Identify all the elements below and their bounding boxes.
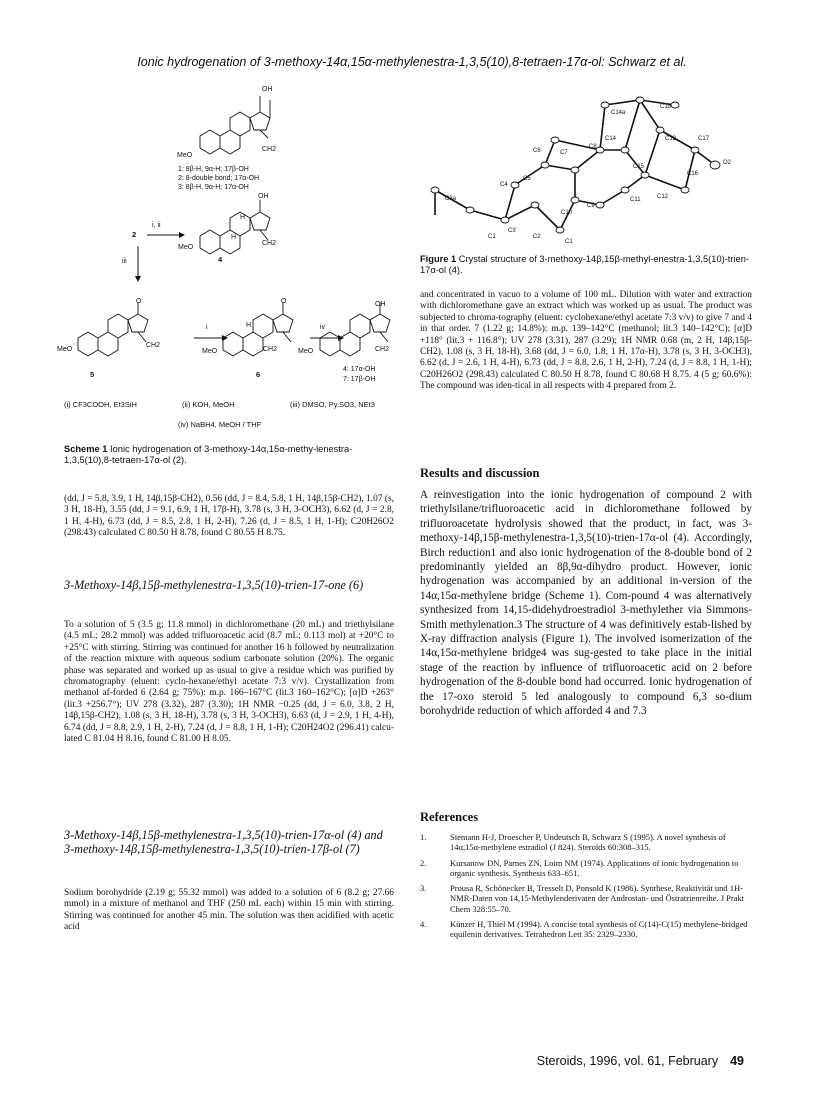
atom-label-c13: C13 bbox=[665, 136, 677, 142]
cpd7-legend-4: 4: 17α-OH bbox=[343, 366, 376, 373]
atom-label-c9: C9 bbox=[587, 203, 595, 209]
atom-label-c14a: C14a bbox=[611, 110, 626, 116]
arrow-6-to-7-label: iv bbox=[320, 324, 326, 331]
journal-citation: Steroids, 1996, vol. 61, February bbox=[536, 1054, 719, 1068]
cpd7-oh-label: OH bbox=[375, 301, 386, 308]
reference-item: 3. Prousa R, Schönecker B, Tresselt D, Ponsold K (1986). Synthese, Reaktivität und 1H-NMR-Daten von 14,15-Methylenderivaten der Androstan- und Östratrienreihe. J Prakt Chem 328:55–70. bbox=[420, 883, 745, 914]
references-list bbox=[420, 832, 752, 945]
cpd4-meo-label: MeO bbox=[178, 244, 194, 251]
cpd7-meo-label: MeO bbox=[298, 348, 314, 355]
atom-label-c7: C7 bbox=[560, 150, 568, 156]
arrow-2-to-5-reagent: iii bbox=[122, 258, 127, 265]
cpd4-oh-label: OH bbox=[258, 193, 269, 200]
atom-label-c16: C16 bbox=[687, 171, 699, 177]
atom-label-c1: C1 bbox=[488, 234, 496, 240]
left-heading-2: 3-Methoxy-14β,15β-methylenestra-1,3,5(10)-trien-17α-ol (4) and 3-methoxy-14β,15β-methylenestra-1,3,5(10)-trien-17β-ol (7) bbox=[64, 828, 383, 856]
top-meo-label: MeO bbox=[177, 152, 193, 159]
atom-label-c3a: C3a bbox=[445, 196, 457, 202]
crystal-structure-figure bbox=[415, 80, 745, 250]
left-heading-1: 3-Methoxy-14β,15β-methylenestra-1,3,5(10)-trien-17-one (6) bbox=[64, 578, 364, 592]
cpd6-h-label: H bbox=[246, 322, 252, 329]
reagent-iv: (iv) NaBH4, MeOH / THF bbox=[178, 420, 262, 429]
atom-label-c12: C12 bbox=[657, 194, 669, 200]
scheme-caption-text: Ionic hydrogenation of 3-methoxy-14α,15α-methy-lenestra-1,3,5(10),8-tetraen-17α-ol (2). bbox=[64, 444, 353, 465]
cpd6-o-label: O bbox=[281, 298, 287, 305]
atom-label-c6: C6 bbox=[533, 148, 541, 154]
scheme-caption bbox=[64, 444, 394, 466]
cpd4-ch2-label: CH2 bbox=[262, 240, 277, 247]
cpd5-meo-label: MeO bbox=[57, 346, 73, 353]
reagent-i: (i) CF3COOH, Et3SiH bbox=[64, 400, 137, 409]
cpd6-number: 6 bbox=[256, 370, 261, 379]
references-heading: References bbox=[420, 810, 479, 824]
atom-label-o2: O2 bbox=[723, 160, 732, 166]
right-para-2: A reinvestigation into the ionic hydrogenation of compound 2 with triethylsilane/trifluoroacetic acid in dichloromethane followed by trifluoroacetate hydrolysis showed that the product, in fact, was 3-methoxy-14β,15β-methylenestra-1,3,5(10)-trien-17α-ol (4). Accordingly, Birch reduction1 and also ionic hydrogenation of the 8-double bond of 2 predominantly yielded an 8β,9α-dihydro product. However, ionic hydrogenation was accompanied by an additional in-version of the 14α,15α-methylene bridge (Scheme 1). Com-pound 4 was alternatively synthesized from 14,15-didehydroestradiol 3-methylether via Simmons-Smith methylenation.3 The structure of 4 was definitively estab-lished by X-ray diffraction analysis (Figure 1). The involved isomerization of the 14α,15α-methylene bridge4 was sug-gested to take place in the initial stage of the reaction by influence of trifluoroacetic acid on 2 before hydrogenation of the 8-double bond had occurred. Ionic hydrogenation of the 17-oxo steroid 5 led analogously to compound 6,3 so-dium borohydride reduction of which afforded 4 and 7.3 bbox=[420, 489, 752, 718]
figure-caption-text: Crystal structure of 3-methoxy-14β,15β-methyl-enestra-1,3,5(10)-trien-17α-ol (4). bbox=[420, 254, 749, 275]
figure-caption-label: Figure 1 bbox=[420, 254, 457, 264]
arrow-2-to-4 bbox=[145, 230, 185, 240]
running-header: Ionic hydrogenation of 3-methoxy-14α,15α-methylenestra-1,3,5(10),8-tetraen-17α-ol: Schwarz et al. bbox=[137, 55, 687, 69]
atom-label-c2: C2 bbox=[533, 234, 541, 240]
results-heading: Results and discussion bbox=[420, 466, 540, 480]
atom-label-c8: C8 bbox=[589, 144, 597, 150]
scheme-structure-4 bbox=[190, 196, 310, 256]
cpd4-h2-label: H bbox=[231, 234, 237, 241]
right-para-1: and concentrated in vacuo to a volume of 100 mL. Dilution with water and extraction with dichloromethane gave an extract which was worked up as usual. The product was subjected to chroma-tography (eluent: cyclohexane/ethyl acetate 7:3 v/v) to give 7 and 4 in that order. 7 (1.22 g; 14.8%): m.p. 139–142°C (methanol; lit.3 140–142°C); [α]D +118° (lit.3 + 116.8°); UV 278 (3.31), 287 (3.29); 1H NMR 0.68 (m, 2 H, 14β,15β-CH2), 1.08 (s, 3 H, 18-H), 3.68 (dd, J = 6.0, 1.8, 1 H, 17α-H), 3.78 (s, 3 H, 3-OCH3), 6.62 (d, J = 2.6, 1 H, 4-H), 6.73 (dd, J = 8.8, 2.6, 1 H, 2-H), 7.24 (d, J = 8.8, 1 H, 1-H); C20H26O2 (298.43) calculated C 80.50 H 8.78, found C 80.68 H 8.75. 4 (5 g; 60.6%): The compound was iden-tical in all respects with 4 prepared from 2. bbox=[420, 290, 752, 392]
reference-item: 2. Kursanow DN, Parnes ZN, Loim NM (1974). Applications of ionic hydrogenation to organic synthesis. Synthesis 633–651. bbox=[420, 857, 739, 878]
cpd4-number: 4 bbox=[218, 255, 223, 264]
atom-label-c14: C14 bbox=[605, 136, 617, 142]
left-para-1: (dd, J = 5.8, 3.9, 1 H, 14β,15β-CH2), 0.56 (dd, J = 8.4, 5.8, 1 H, 14β,15β-CH2), 1.07 (s, 3 H, 18-H), 3.55 (dd, J = 9.1, 6.9, 1 H, 17β-H), 3.78 (s, 3 H, 3-OCH3), 6.62 (d, J = 2.8, 1 H, 4-H), 6.73 (dd, J = 8.5, 2.8, 1 H, 2-H), 7.26 (d, J = 8.5, 1 H, 1-H); C20H26O2 (298.43) calculated C 80.50 H 8.78, found C 80.55 H 8.75. bbox=[64, 494, 394, 539]
arrow-5-to-6-label: i bbox=[206, 324, 208, 331]
top-ch2-label: CH2 bbox=[262, 146, 277, 153]
atom-label-c5: C5 bbox=[523, 176, 531, 182]
top-oh-label: OH bbox=[262, 86, 273, 93]
reference-item: 4. Künzer H, Thiel M (1994). A concise total synthesis of C(14)-C(15) methylene-bridged equilenin derivatives. Tetrahedron Lett 35: 2329–2330. bbox=[420, 919, 748, 940]
legend-1: 1: 8β-H, 9α-H; 17β-OH bbox=[178, 166, 249, 173]
reagent-ii: (ii) KOH, MeOH bbox=[182, 400, 235, 409]
atom-label-c4: C4 bbox=[500, 182, 508, 188]
arrow-2-to-5 bbox=[133, 244, 143, 284]
reagent-iii: (iii) DMSO, Py.SO3, NEt3 bbox=[290, 400, 375, 409]
atom-label-c3: C3 bbox=[508, 228, 516, 234]
left-para-2: To a solution of 5 (3.5 g; 11.8 mmol) in dichloromethane (20 mL) and triethylsilane (4.5 mL; 28.2 mmol) was added trifluoroacetic acid (8.7 mL; 0.113 mol) at +20°C to +25°C with stirring. Stirring was continued for another 16 h followed by neutralization of the reaction mixture with aqueous sodium carbonate solution (20%). The organic phase was separated and worked up as usual to give a residue which was purified by chromatography (eluent: cyclo-hexane/ethyl acetate 7:3 v/v). Crystallization from methanol af-forded 6 (2.64 g; 75%): m.p. 166–167°C (lit.3 160–162°C); [α]D +263° (lit.3 +256.7°); UV 278 (3.32), 287 (3.30); 1H NMR −0.25 (dd, J = 6.0, 3.8, 2 H, 14β,15β-CH2), 1.08 (s, 3 H, 18-H), 3.78 (s, 3 H, 3-OCH3), 6.63 (d, J = 2.9, 1 H, 4-H), 6.74 (dd, J = 8.8, 2.9, 1 H, 2-H), 7.24 (d, J = 8.8, 1 H, 1-H); C20H24O2 (296.41) calcu-lated C 81.04 H 8.16, found C 81.00 H 8.05. bbox=[64, 620, 394, 745]
cpd4-h1-label: H bbox=[240, 214, 246, 221]
cpd5-o-label: O bbox=[136, 298, 142, 305]
atom-label-c15: C15 bbox=[633, 164, 645, 170]
reference-item: 1. Siemann H-J, Droescher P, Undeutsch B, Schwarz S (1995). A novel synthesis of 14α,15α-methylene estradiol (J 824). Steroids 60:308–315. bbox=[420, 832, 726, 853]
scheme-structure-top bbox=[190, 86, 310, 156]
scheme-structure-5 bbox=[70, 298, 180, 358]
figure-caption bbox=[420, 254, 750, 276]
atom-label-c10: C10 bbox=[561, 210, 573, 216]
atom-label-c17: C17 bbox=[698, 136, 710, 142]
legend-3: 3: 8β-H, 9α-H; 17α-OH bbox=[178, 184, 249, 191]
cpd5-number: 5 bbox=[90, 370, 95, 379]
arrow-2-to-4-reagents: i, ii bbox=[152, 222, 161, 229]
start-cpd-number: 2 bbox=[132, 230, 137, 239]
left-para-3: Sodium borohydride (2.19 g; 55.32 mmol) was added to a solution of 6 (8.2 g; 27.66 mmol) in a mixture of methanol and THF (250 mL each) within 15 min with stirring. Stirring was continued for another 45 min. The solution was then acidified with acetic acid bbox=[64, 888, 394, 933]
scheme-caption-label: Scheme 1 bbox=[64, 444, 108, 454]
cpd7-ch2-label: CH2 bbox=[375, 346, 390, 353]
page-number: 49 bbox=[730, 1054, 744, 1068]
cpd6-ch2-label: CH2 bbox=[263, 346, 278, 353]
cpd5-ch2-label: CH2 bbox=[146, 342, 161, 349]
cpd7-legend-7: 7: 17β-OH bbox=[343, 376, 376, 383]
cpd6-meo-label: MeO bbox=[202, 348, 218, 355]
atom-label-c18: C18 bbox=[660, 104, 672, 110]
page-footer bbox=[537, 1054, 744, 1068]
scheme-structure-7 bbox=[312, 298, 422, 358]
legend-2: 2: 8-double bond; 17α-OH bbox=[178, 175, 260, 182]
atom-label-c11: C11 bbox=[630, 197, 641, 203]
atom-label-c1b: C1 bbox=[565, 239, 573, 245]
